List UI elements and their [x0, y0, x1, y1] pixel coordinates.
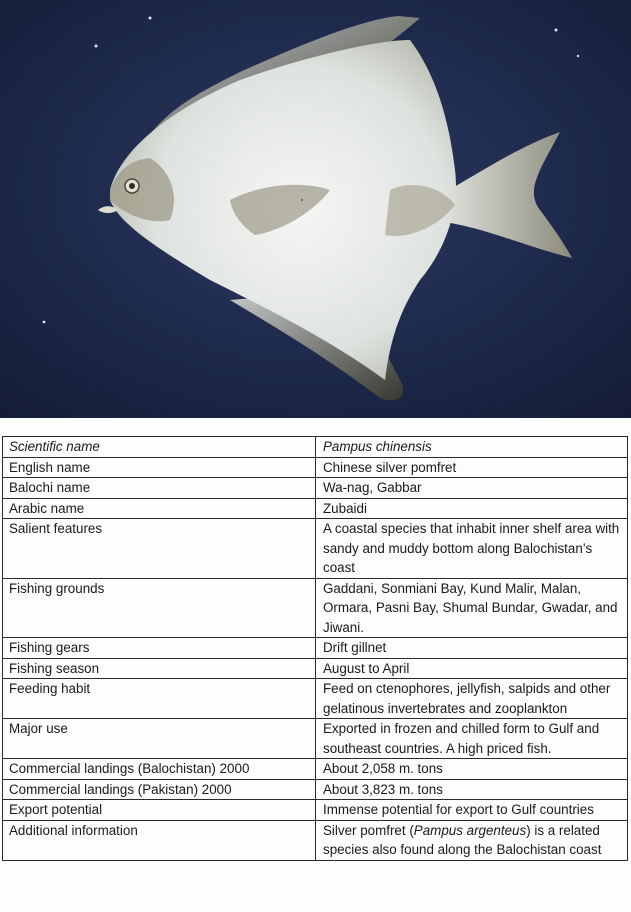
- row-label: Arabic name: [3, 498, 316, 519]
- row-label: Commercial landings (Pakistan) 2000: [3, 779, 316, 800]
- row-value: Feed on ctenophores, jellyfish, salpids and other gelatinous invertebrates and zooplankton: [316, 679, 628, 719]
- row-value: Drift gillnet: [316, 638, 628, 659]
- row-value: Wa-nag, Gabbar: [316, 478, 628, 499]
- row-value: About 3,823 m. tons: [316, 779, 628, 800]
- fish-illustration: [0, 0, 631, 418]
- table-row: [3, 820, 628, 860]
- table-row: [3, 719, 628, 759]
- species-info-table: [2, 436, 628, 861]
- table-row: [3, 779, 628, 800]
- row-label: Scientific name: [3, 437, 316, 458]
- row-value: August to April: [316, 658, 628, 679]
- row-value: Zubaidi: [316, 498, 628, 519]
- table-row: [3, 800, 628, 821]
- row-value: [316, 820, 628, 860]
- row-label: Additional information: [3, 820, 316, 860]
- fish-photo: [0, 0, 631, 418]
- table-row: [3, 478, 628, 499]
- row-value: Chinese silver pomfret: [316, 457, 628, 478]
- table-row: [3, 437, 628, 458]
- table-row: [3, 519, 628, 579]
- value-text-italic: Pampus argenteus: [413, 822, 527, 838]
- row-value: Immense potential for export to Gulf countries: [316, 800, 628, 821]
- table-row: [3, 759, 628, 780]
- row-label: Salient features: [3, 519, 316, 579]
- row-label: Fishing gears: [3, 638, 316, 659]
- row-label: Fishing grounds: [3, 578, 316, 638]
- table-row: [3, 638, 628, 659]
- row-value: About 2,058 m. tons: [316, 759, 628, 780]
- row-label: English name: [3, 457, 316, 478]
- row-label: Export potential: [3, 800, 316, 821]
- table-row: [3, 457, 628, 478]
- table-row: [3, 658, 628, 679]
- row-label: Commercial landings (Balochistan) 2000: [3, 759, 316, 780]
- value-text-prefix: Silver pomfret (: [323, 822, 414, 838]
- table-row: [3, 578, 628, 638]
- row-label: Fishing season: [3, 658, 316, 679]
- table-row: [3, 498, 628, 519]
- species-info-rows: [3, 437, 628, 861]
- row-value: Pampus chinensis: [316, 437, 628, 458]
- table-row: [3, 679, 628, 719]
- row-value: Exported in frozen and chilled form to Gulf and southeast countries. A high priced fish.: [316, 719, 628, 759]
- row-label: Balochi name: [3, 478, 316, 499]
- row-value: A coastal species that inhabit inner shelf area with sandy and muddy bottom along Balochistan’s coast: [316, 519, 628, 579]
- row-value: Gaddani, Sonmiani Bay, Kund Malir, Malan, Ormara, Pasni Bay, Shumal Bundar, Gwadar, and Jiwani.: [316, 578, 628, 638]
- row-label: Major use: [3, 719, 316, 759]
- value-text-suffix: ) is a related species also found along the Balochistan coast: [323, 822, 602, 857]
- row-label: Feeding habit: [3, 679, 316, 719]
